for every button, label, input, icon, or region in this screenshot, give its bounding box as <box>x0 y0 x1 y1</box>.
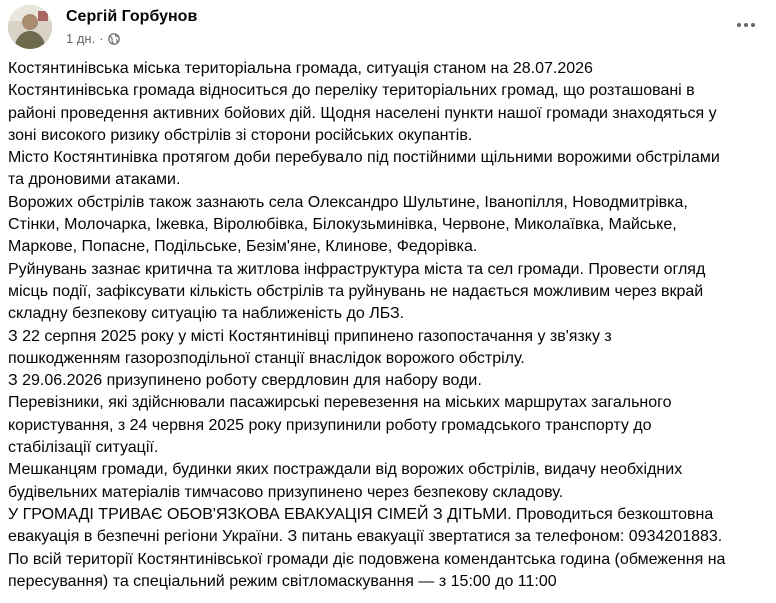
post-line: Костянтинівська громада відноситься до переліку територіальних громад, що розташовані в <box>8 82 695 100</box>
post-time[interactable]: 1 дн. <box>66 31 96 46</box>
author-name[interactable]: Сергій Горбунов <box>66 8 198 25</box>
post-line: складну безпекову ситуацію та наближеність до ЛБЗ. <box>8 305 405 323</box>
post-line: місць події, зафіксувати кількість обстрілів та руйнувань не надається можливим через вкрай <box>8 282 704 300</box>
post-header <box>8 5 768 51</box>
post-line: пересування) та спеціальний режим світломаскування — з 15:00 до 11:00 <box>8 572 557 590</box>
post-line: З 22 серпня 2025 року у місті Костянтинівці припинено газопостачання у зв'язку з <box>8 327 612 345</box>
post-line: Стінки, Молочарка, Іжевка, Віролюбівка, Білокузьминівка, Червоне, Миколаївка, Майське, <box>8 216 677 234</box>
avatar[interactable] <box>8 5 52 49</box>
more-horizontal-icon <box>736 22 756 28</box>
post-meta <box>66 31 120 46</box>
post-line: Маркове, Попасне, Подільське, Безім'яне, Клинове, Федорівка. <box>8 238 478 256</box>
post-line: користування, з 24 червня 2025 року призупинили роботу громадського транспорту до <box>8 416 652 434</box>
meta-separator: · <box>99 31 104 46</box>
post-line: По всій території Костянтинівської громади діє подовжена комендантська година (обмеження на <box>8 550 726 568</box>
avatar-image <box>8 5 52 49</box>
post-line: та дроновими атаками. <box>8 171 181 189</box>
post-line: стабілізації ситуації. <box>8 439 159 457</box>
post-line: Мешканцям громади, будинки яких постраждали від ворожих обстрілів, видачу необхідних <box>8 461 683 479</box>
post-line: З 29.06.2026 призупинено роботу свердловин для набору води. <box>8 372 482 390</box>
post-line: Перевізники, які здійснювали пасажирські перевезення на міських маршрутах загального <box>8 394 672 412</box>
post-line: Костянтинівська міська територіальна громада, ситуація станом на 28.07.2026 <box>8 60 593 77</box>
post-line: районі проведення активних бойових дій. Щодня населені пункти нашої громади знаходяться у <box>8 104 717 122</box>
post-line: У ГРОМАДІ ТРИВАЄ ОБОВ'ЯЗКОВА ЕВАКУАЦІЯ СІМЕЙ З ДІТЬМИ. Проводиться безкоштовна <box>8 505 714 523</box>
post-line: евакуація в безпечні регіони України. З питань евакуації звертатися за телефоном: 0934201883. <box>8 528 723 546</box>
post-text <box>8 58 770 593</box>
post-line: Ворожих обстрілів також зазнають села Олександро Шультине, Іванопілля, Новодмитрівка, <box>8 193 688 211</box>
post-line: зоні високого ризику обстрілів зі сторони російських окупантів. <box>8 126 473 144</box>
post-line: Місто Костянтинівка протягом доби перебувало під постійними щільними ворожими обстрілами <box>8 149 720 167</box>
post-line: пошкодженням газорозподільної станції внаслідок ворожого обстрілу. <box>8 349 525 367</box>
globe-icon[interactable] <box>108 33 120 45</box>
post-line: Руйнувань зазнає критична та житлова інфраструктура міста та сел громади. Провести огляд <box>8 260 706 278</box>
more-options-button[interactable] <box>732 15 760 35</box>
post-line: будівельних матеріалів тимчасово призупинено через безпекову складову. <box>8 483 564 501</box>
